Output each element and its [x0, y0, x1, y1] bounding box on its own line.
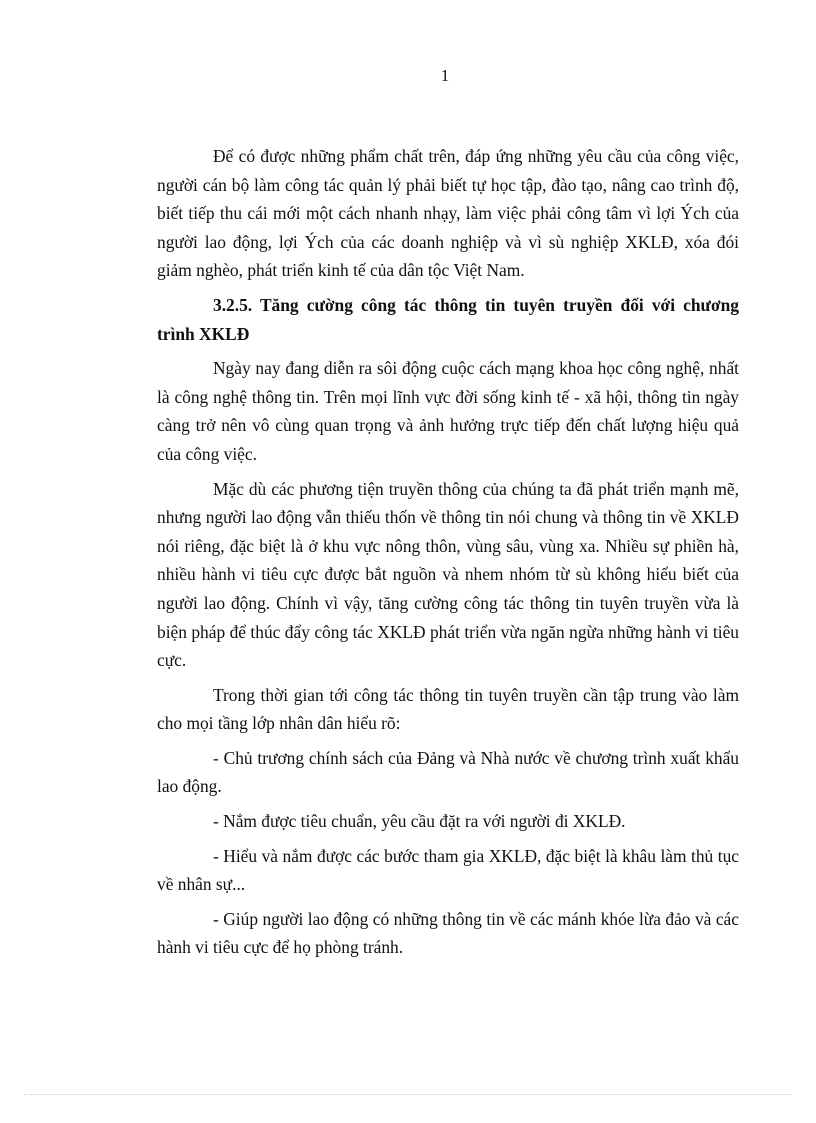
paragraph: Ngày nay đang diễn ra sôi động cuộc cách mạng khoa học công nghệ, nhất là công nghệ thông tin. Trên mọi lĩnh vực đời sống kinh tế - xã hội, thông tin ngày càng trở nên vô cùng quan trọng và ảnh hưởng trực tiếp đến chất lượng hiệu quả của công việc. — [157, 358, 739, 464]
page-number: 1 — [440, 66, 450, 85]
section-heading: 3.2.5. Tăng cường công tác thông tin tuyên truyền đối với chương trình XKLĐ — [157, 294, 739, 344]
paragraph: Mặc dù các phương tiện truyền thông của chúng ta đã phát triển mạnh mẽ, nhưng người lao động vẫn thiếu thốn về thông tin nói chung và thông tin về XKLĐ nói riêng, đặc biệt là ở khu vực nông thôn, vùng sâu, vùng xa. Nhiều sự phiền hà, nhiều hành vi tiêu cực được bắt nguồn và nhem nhóm từ sù không hiểu biết của người lao động. Chính vì vậy, tăng cường công tác thông tin tuyên truyền vừa là biện pháp để thúc đẩy công tác XKLĐ phát triển vừa ngăn ngừa những hành vi tiêu cực. — [157, 478, 739, 671]
bullet-item: - Hiểu và nắm được các bước tham gia XKLĐ, đặc biệt là khâu làm thủ tục về nhân sự... — [157, 845, 739, 895]
paragraph: Để có được những phẩm chất trên, đáp ứng những yêu cầu của công việc, người cán bộ làm công tác quản lý phải biết tự học tập, đào tạo, nâng cao trình độ, biết tiếp thu cái mới một cách nhanh nhạy, làm việc phải công tâm vì lợi Ých của người lao động, lợi Ých của các doanh nghiệp và vì sù nghiệp XKLĐ, xóa đói giảm nghèo, phát triển kinh tế của dân tộc Việt Nam. — [157, 146, 739, 281]
bullet-item: - Nắm được tiêu chuẩn, yêu cầu đặt ra với người đi XKLĐ. — [213, 811, 626, 832]
document-body — [157, 142, 739, 962]
paragraph: Trong thời gian tới công tác thông tin tuyên truyền cần tập trung vào làm cho mọi tầng lớp nhân dân hiểu rõ: — [157, 684, 739, 734]
page-bottom-divider — [24, 1094, 792, 1095]
bullet-item: - Chủ trương chính sách của Đảng và Nhà nước về chương trình xuất khẩu lao động. — [157, 747, 739, 797]
bullet-item: - Giúp người lao động có những thông tin về các mánh khóe lừa đảo và các hành vi tiêu cực để họ phòng tránh. — [157, 908, 739, 958]
